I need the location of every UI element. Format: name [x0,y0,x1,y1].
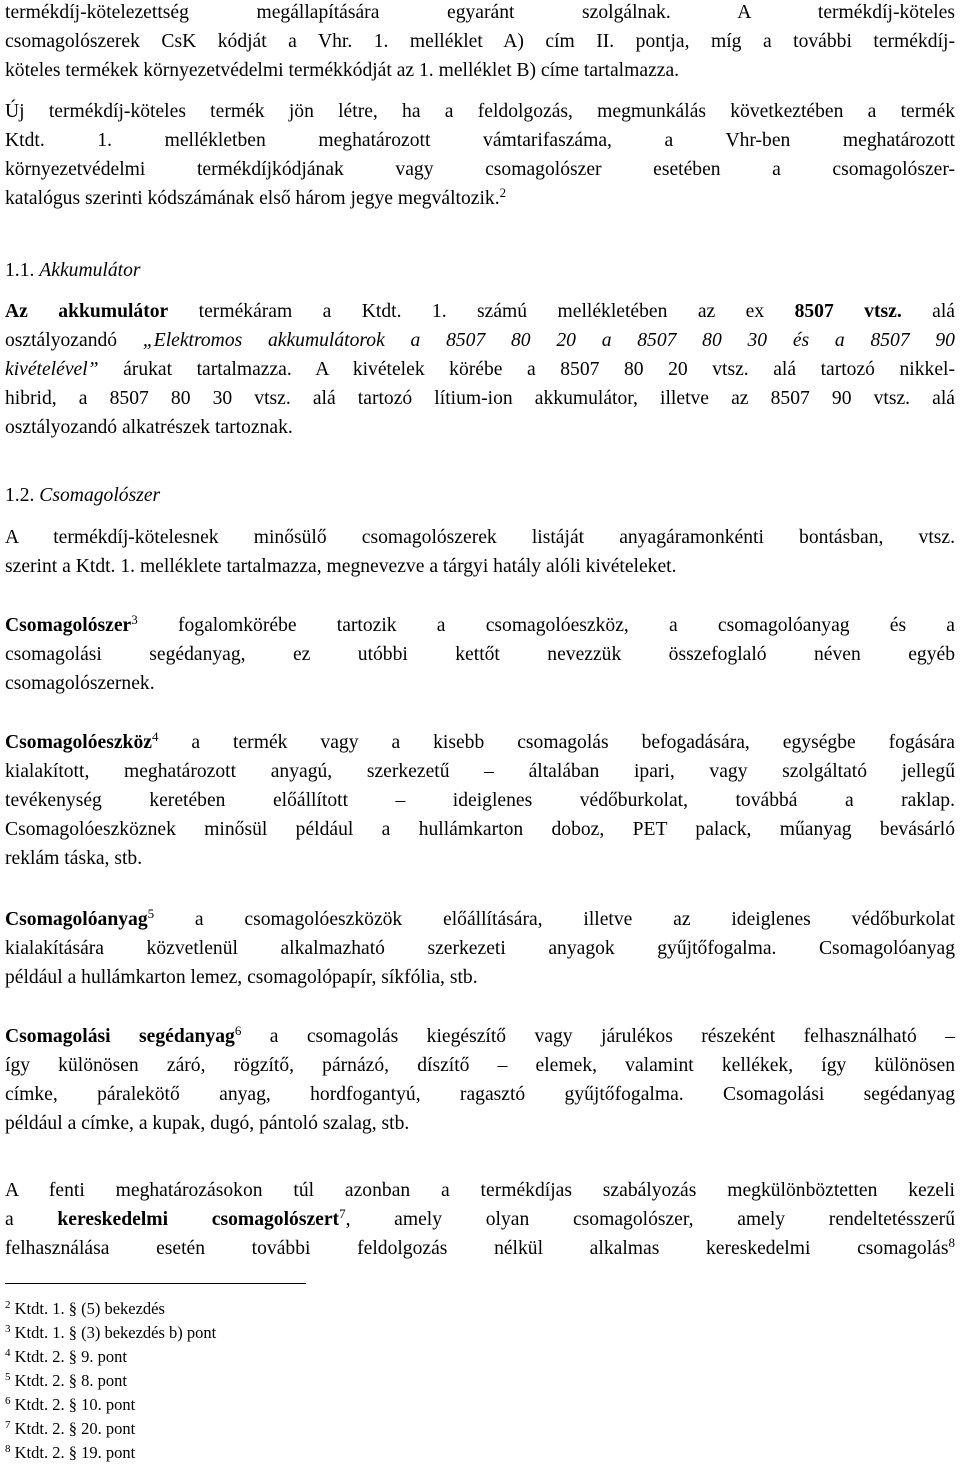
text-line: így különösen záró, rögzítő, párnázó, díszítő – elemek, valamint kellékek, így különösen [5,1055,955,1076]
footnote-text: Ktdt. 2. § 20. pont [10,1419,136,1438]
section-title: Akkumulátor [39,260,141,281]
paragraph-intro [5,0,955,85]
footnote-number: 5 [5,1371,11,1383]
defined-term: Csomagolási segédanyag [5,1026,235,1047]
italic-quote: „Elektromos akkumulátorok a 8507 80 20 a 8507 80 30 és a 8507 90 [142,330,955,351]
footnote-text: Ktdt. 2. § 10. pont [10,1395,136,1414]
text-fragment: felhasználása esetén további feldolgozás nélkül alkalmas kereskedelmi csomagolás [5,1238,949,1259]
footnote-number: 2 [5,1299,11,1311]
text-line: kialakított, meghatározott anyagú, szerkezetű – általában ipari, vagy szolgáltató jellegű [5,761,955,782]
footnote [5,1393,135,1417]
text-fragment: a [5,1209,58,1230]
text-line [5,1234,955,1263]
text-line: Új termékdíj-köteles termék jön létre, ha a feldolgozás, megmunkálás következtében a termék [5,101,955,122]
footnote [5,1297,165,1321]
footnote-separator [5,1283,306,1284]
text-line: reklám táska, stb. [5,848,143,869]
text-line: hibrid, a 8507 80 30 vtsz. alá tartozó lítium-ion akkumulátor, illetve az 8507 90 vtsz. alá [5,388,955,409]
italic-quote: kivételével” [5,359,99,380]
defined-term: kereskedelmi csomagolószert [57,1209,340,1230]
section-number: 1.2. [5,485,35,506]
footnote [5,1417,135,1441]
paragraph-new-product [5,97,955,213]
footnote [5,1321,216,1345]
text-line [5,611,955,640]
text-line: csomagolási segédanyag, ez utóbbi kettőt nevezzük összefoglaló néven egyéb [5,644,955,665]
text-line: termékdíj-kötelezettség megállapítására egyaránt szolgálnak. A termékdíj-köteles [5,2,955,23]
paragraph-definition-csomagoloeszkoz [5,728,955,873]
defined-term: Csomagolóanyag [5,909,148,930]
paragraph-akkumulator [5,297,955,442]
text-line: például a hullámkarton lemez, csomagolópapír, síkfólia, stb. [5,967,478,988]
text-line: kialakítására közvetlenül alkalmazható szerkezeti anyagok gyűjtőfogalma. Csomagolóanyag [5,938,955,959]
footnote-ref: 7 [339,1206,346,1221]
paragraph-list [5,523,955,581]
text-line: környezetvédelmi termékdíjkódjának vagy csomagolószer esetében a csomagolószer- [5,159,955,180]
text-line: osztályozandó alkatrészek tartoznak. [5,417,293,438]
footnote-text: Ktdt. 2. § 19. pont [10,1443,136,1462]
defined-term: Csomagolószer [5,615,132,636]
footnote [5,1345,127,1369]
text-fragment: termékáram a Ktdt. 1. számú mellékletében az ex [168,301,795,322]
text-fragment: árukat tartalmazza. A kivételek körébe a 8507 80 20 vtsz. alá tartozó nikkel- [98,359,955,380]
footnote-ref: 6 [234,1023,242,1038]
text-line: címke, páralekötő anyag, hordfogantyú, ragasztó gyűjtőfogalma. Csomagolási segédanyag [5,1084,955,1105]
footnote-number: 3 [5,1323,11,1335]
text-fragment: osztályozandó [5,330,143,351]
text-fragment: , amely olyan csomagolószer, amely rendeltetésszerű [345,1209,955,1230]
footnote-text: Ktdt. 2. § 8. pont [10,1371,127,1390]
text-line: például a címke, a kupak, dugó, pántoló szalag, stb. [5,1113,410,1134]
text-line [5,326,955,355]
text-line: csomagolószerek CsK kódját a Vhr. 1. melléklet A) cím II. pontja, míg a további termékdíj- [5,31,955,52]
text-line: Csomagolóeszköznek minősül például a hullámkarton doboz, PET palack, műanyag bevásárló [5,819,955,840]
text-line [5,297,955,326]
section-heading-csomagoloszer [5,481,160,510]
text-fragment: fogalomkörébe tartozik a csomagolóeszköz, a csomagolóanyag és a [137,615,955,636]
footnote-number: 7 [5,1419,11,1431]
section-title: Csomagolószer [39,485,161,506]
text-line: A termékdíj-kötelesnek minősülő csomagolószerek listáját anyagáramonkénti bontásban, vtsz. [5,527,955,548]
footnote-number: 6 [5,1395,11,1407]
text-line [5,905,955,934]
text-line: köteles termékek környezetvédelmi termékkódját az 1. melléklet B) címe tartalmazza. [5,60,680,81]
section-number: 1.1. [5,260,35,281]
text-line: Ktdt. 1. mellékletben meghatározott vámtarifaszáma, a Vhr-ben meghatározott [5,130,955,151]
text-line: tevékenység keretében előállított – ideiglenes védőburkolat, továbbá a raklap. [5,790,955,811]
footnote-ref: 4 [151,729,159,744]
footnote-number: 8 [5,1443,11,1455]
text-line: A fenti meghatározásokon túl azonban a termékdíjas szabályozás megkülönböztetten kezeli [5,1180,955,1201]
footnote-text: Ktdt. 1. § (5) bekezdés [10,1299,165,1318]
text-fragment: a csomagolóeszközök előállítására, illetve az ideiglenes védőburkolat [154,909,955,930]
footnote-ref: 8 [948,1235,955,1250]
defined-term: Csomagolóeszköz [5,732,152,753]
text-line [5,1022,955,1051]
footnote-text: Ktdt. 2. § 9. pont [10,1347,127,1366]
text-line [5,728,955,757]
footnote-text: Ktdt. 1. § (3) bekezdés b) pont [10,1323,217,1342]
footnote [5,1369,127,1393]
text-fragment: katalógus szerinti kódszámának első három jegye megváltozik. [5,188,500,209]
text-fragment: a csomagolás kiegészítő vagy járulékos részeként felhasználható – [241,1026,955,1047]
paragraph-kereskedelmi [5,1176,955,1263]
text-fragment: a termék vagy a kisebb csomagolás befogadására, egységbe fogására [158,732,955,753]
section-heading-akkumulator [5,256,141,285]
text-line: csomagolószernek. [5,673,155,694]
bold-term: Az akkumulátor [5,301,169,322]
text-line [5,184,955,213]
paragraph-definition-segedanyag [5,1022,955,1138]
text-line: szerint a Ktdt. 1. melléklete tartalmazza, megnevezve a tárgyi hatály alóli kivételeket. [5,556,677,577]
bold-term: 8507 vtsz. [794,301,902,322]
footnote-ref: 5 [147,906,155,921]
footnote-ref: 2 [499,185,507,200]
text-line [5,1205,955,1234]
text-line [5,355,955,384]
footnote-ref: 3 [131,612,138,627]
footnote-number: 4 [5,1347,11,1359]
paragraph-definition-csomagoloanyag [5,905,955,992]
text-fragment: alá [901,301,955,322]
paragraph-definition-csomagoloszer [5,611,955,698]
footnote [5,1441,135,1465]
